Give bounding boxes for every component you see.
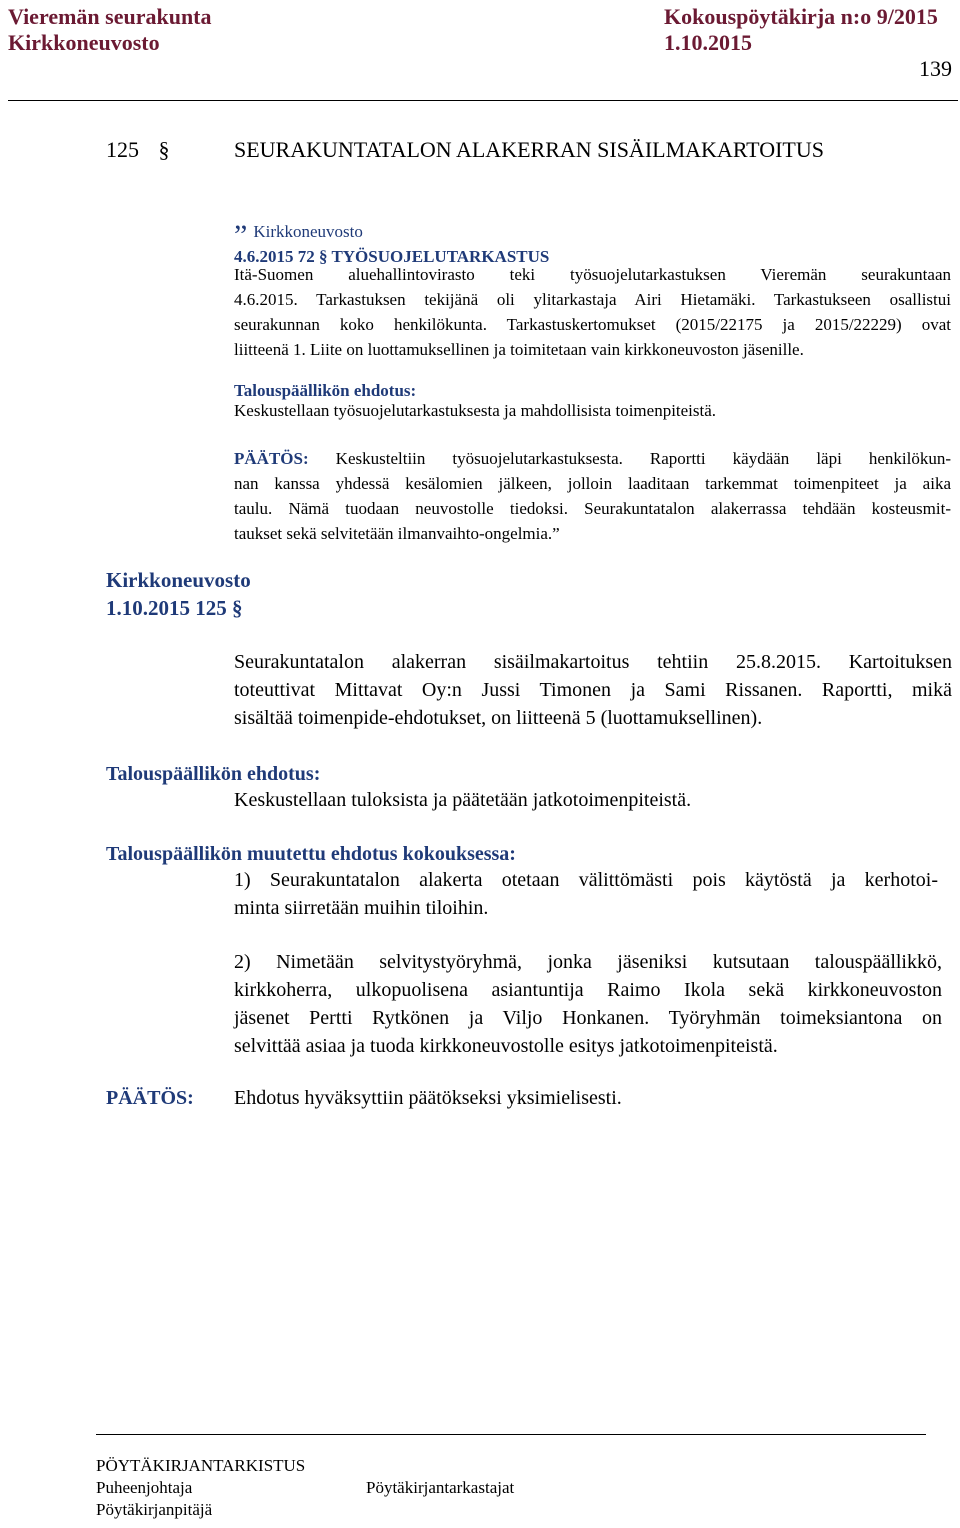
footer-chair: Puheenjohtaja (96, 1478, 193, 1497)
amended-item-1 (234, 866, 938, 922)
quote-paragraph-line: seurakunnan koko henkilökunta. Tarkastuskertomukset (2015/22175 ja 2015/22229) ovat (234, 315, 951, 334)
current-intro-line: toteuttivat Mittavat Oy:n Jussi Timonen ja Sami Rissanen. Raportti, mikä (234, 679, 952, 701)
quote-paragraph-line: Itä-Suomen aluehallintovirasto teki työsuojelutarkastuksen Vieremän seurakuntaan (234, 265, 951, 284)
decision-label: PÄÄTÖS: (106, 1087, 194, 1109)
footer-checkers: Pöytäkirjantarkastajat (366, 1478, 515, 1497)
current-proposal-text: Keskustellaan tuloksista ja päätetään jatkotoimenpiteistä. (234, 789, 692, 811)
quote-proposal-text: Keskustellaan työsuojelutarkastuksesta ja mahdollisista toimenpiteistä. (234, 401, 717, 420)
header-body: Kirkkoneuvosto (8, 30, 160, 55)
quote-decision-line: taukset sekä selvitetään ilmanvaihto-ongelmia.” (234, 524, 560, 543)
current-body: Kirkkoneuvosto (106, 568, 251, 592)
quote-decision-line: nan kanssa yhdessä kesälomien jälkeen, jolloin laaditaan tarkemmat toimenpiteet ja aika (234, 474, 951, 493)
amended-item-2-line: kirkkoherra, ulkopuolisena asiantuntija Raimo Ikola sekä kirkkoneuvoston (234, 979, 942, 1001)
amended-item-1-line: 1) Seurakuntatalon alakerta otetaan välittömästi pois käytöstä ja kerhotoi- (234, 869, 938, 891)
quote-proposal-label: Talouspäällikön ehdotus: (234, 381, 417, 400)
current-intro-line: Seurakuntatalon alakerran sisäilmakartoitus tehtiin 25.8.2015. Kartoituksen (234, 651, 952, 673)
current-proposal-label: Talouspäällikön ehdotus: (106, 763, 321, 785)
section-number: 125 (106, 137, 139, 162)
quote-header (234, 218, 363, 252)
footer-secretary: Pöytäkirjanpitäjä (96, 1500, 213, 1519)
quote-reference: 4.6.2015 72 § TYÖSUOJELUTARKASTUS (234, 247, 550, 266)
quote-paragraph (234, 262, 951, 362)
section-heading (106, 136, 824, 164)
quote-paragraph-line: 4.6.2015. Tarkastuksen tekijänä oli ylitarkastaja Airi Hietamäki. Tarkastukseen osallistui (234, 290, 951, 309)
section-title: SEURAKUNTATALON ALAKERRAN SISÄILMAKARTOITUS (234, 137, 824, 162)
quote-body: Kirkkoneuvosto (253, 222, 363, 241)
amended-item-2-line: selvittää asiaa ja tuoda kirkkoneuvostolle esitys jatkotoimenpiteistä. (234, 1035, 778, 1057)
current-reference: 1.10.2015 125 § (106, 596, 243, 620)
quote-decision-line: taulu. Nämä tuodaan neuvostolle tiedoksi. Seurakuntatalon alakerrassa tehdään kosteusmit- (234, 499, 951, 518)
page-number: 139 (919, 56, 952, 81)
footer-title: PÖYTÄKIRJANTARKISTUS (96, 1456, 306, 1475)
header-divider (8, 100, 958, 101)
current-intro (234, 648, 952, 732)
header-date: 1.10.2015 (664, 30, 752, 55)
current-intro-line: sisältää toimenpide-ehdotukset, on liitteenä 5 (luottamuksellinen). (234, 707, 763, 729)
amended-item-2-line: jäsenet Pertti Rytkönen ja Viljo Honkanen. Työryhmän toimeksiantona on (234, 1007, 942, 1029)
quote-paragraph-line: liitteenä 1. Liite on luottamuksellinen ja toimitetaan vain kirkkoneuvoston jäsenille. (234, 340, 804, 359)
quote-decision-line-1: PÄÄTÖS: Keskusteltiin työsuojelutarkastuksesta. Raportti käydään läpi henkilökun- (234, 449, 952, 468)
amended-proposal-label: Talouspäällikön muutettu ehdotus kokouksessa: (106, 843, 516, 865)
amended-item-2 (234, 948, 942, 1060)
quote-open-mark: ” (234, 219, 248, 252)
amended-item-1-line: minta siirretään muihin tiloihin. (234, 897, 489, 919)
section-symbol: § (158, 137, 170, 162)
decision-text: Ehdotus hyväksyttiin päätökseksi yksimielisesti. (234, 1087, 622, 1109)
amended-item-2-line: 2) Nimetään selvitystyöryhmä, jonka jäseniksi kutsutaan talouspäällikkö, (234, 951, 942, 973)
quote-decision (234, 446, 951, 546)
signature-divider (96, 1434, 926, 1435)
quote-decision-label: PÄÄTÖS: (234, 449, 309, 468)
header-parish: Vieremän seurakunta (8, 4, 212, 29)
header-document-number: Kokouspöytäkirja n:o 9/2015 (664, 4, 938, 29)
